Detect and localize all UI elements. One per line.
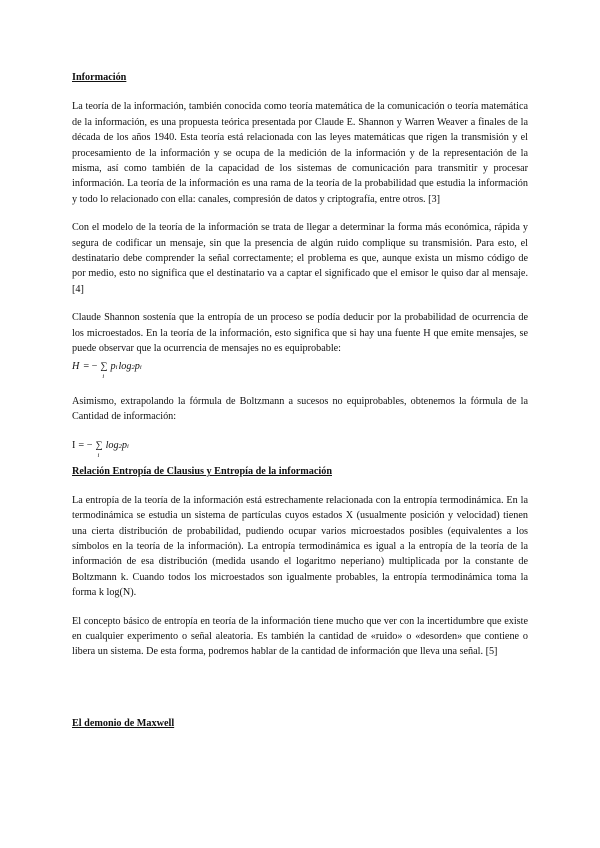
formula-h-log: log (118, 360, 132, 372)
formula-i-log: log (105, 440, 119, 452)
formula-i-lhs: I (72, 440, 76, 452)
formula-i-log-base: 2 (118, 443, 122, 451)
formula-h-p: p (110, 360, 116, 372)
paragraph-modelo-teoria: Con el modelo de la teoría de la información se trata de llegar a determinar la forma más económica, rápida y segura de codificar un mensaje, sin que la presencia de algún ruido complique su transmisión. Para esto, el destinatario debe comprender la señal correctamente; el problema es que, aunque exista un mismo código de por medio, esto no significa que el destinatario va a captar el significado que el emisor le quiso dar al mensaje. [4] (72, 222, 528, 295)
paragraph-teoria-informacion: La teoría de la información, también conocida como teoría matemática de la comunicación o teoría matemática de la información, es una propuesta teórica presentada por Claude E. Shannon y Warren Weaver a finales de la década de los años 1940. Esta teoría está relacionada con las leyes matemáticas que rigen la transmisión y el procesamiento de la información y se ocupa de la medición de la información y de la representación de la misma, así como también de la capacidad de los sistemas de comunicación para transmitir y procesar información. La teoría de la información es una rama de la teoría de la probabilidad que estudia la información y todo lo relacionado con ella: canales, compresión de datos y criptografía, entre otros. [3] (72, 101, 528, 205)
summation-icon: ∑ i (95, 438, 102, 453)
formula-h-p-index: i (115, 363, 118, 371)
formula-h-log-base: 2 (131, 363, 135, 371)
formula-i-p-index: i (126, 443, 129, 451)
formula-h-p2-index: i (139, 363, 142, 371)
paragraph-concepto-entropia: El concepto básico de entropía en teoría de la información tiene mucho que ver con la incertidumbre que existe en cualquier experimento o señal aleatoria. Es también la cantidad de «ruido» o «desorden» que contiene o libera un sistema. De esta forma, podremos hablar de la cantidad de información que lleva una señal. [5] (72, 615, 528, 658)
summation-index: i (97, 452, 100, 460)
formula-h-lhs: H (72, 360, 80, 372)
formula-h-p2: p (134, 360, 140, 372)
paragraph-boltzmann: Asimismo, extrapolando la fórmula de Boltzmann a sucesos no equiprobables, obtenemos la fórmula de la Cantidad de información: (72, 395, 528, 422)
paragraph-shannon-entropia: Claude Shannon sostenía que la entropía de un proceso se podía deducir por la probabilidad de ocurrencia de los microestados. En la teoría de la información, esto significa que si hay una fuente H que emite mensajes, se puede observar que la ocurrencia de mensajes no es equiprobable: (72, 312, 528, 355)
heading-demonio-maxwell: El demonio de Maxwell (72, 717, 175, 729)
formula-i-p: p (121, 440, 127, 452)
document-content (72, 70, 528, 731)
formula-i-equals: = − (78, 440, 93, 452)
formula-cantidad-informacion (72, 438, 528, 462)
summation-icon: ∑ i (100, 359, 107, 374)
summation-index: i (102, 372, 105, 380)
formula-entropia-h (72, 359, 528, 381)
paragraph-entropia-termodinamica: La entropía de la teoría de la información está estrechamente relacionada con la entropía termodinámica. En la termodinámica se estudia un sistema de partículas cuyos estados X (usualmente posición y velocidad) tienen una cierta distribución de probabilidad, pudiendo ocupar varios microestados posibles (equivalentes a los símbolos en la teoría de la información). La entropía termodinámica es igual a la entropía de la teoría de la información de esa distribución (medida usando el logaritmo neperiano) multiplicada por la constante de Boltzmann k. Cuando todos los microestados son igualmente probables, la entropía termodinámica toma la forma k log(N). (72, 494, 528, 599)
formula-h-equals: = − (83, 360, 98, 372)
heading-informacion: Información (72, 72, 127, 83)
heading-relacion-entropia: Relación Entropía de Clausius y Entropía de la información (72, 466, 332, 478)
